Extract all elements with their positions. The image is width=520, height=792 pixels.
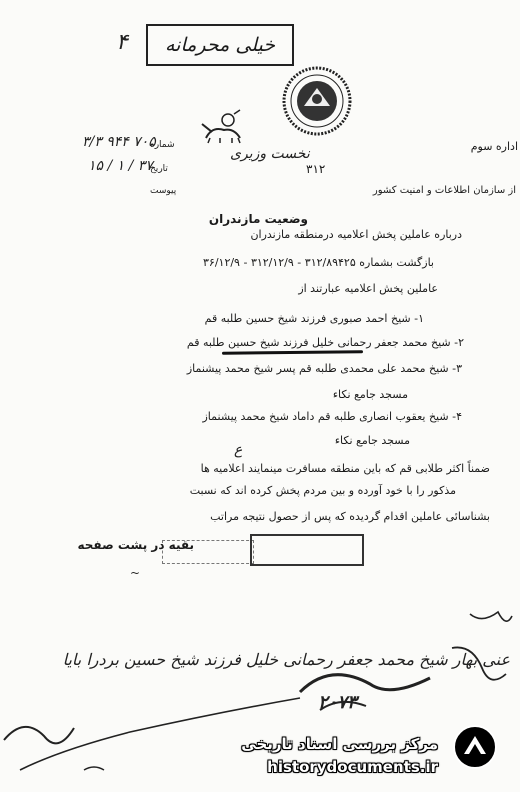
date-label: تاریخ (150, 164, 168, 174)
paragraph-line: بشناسائی عاملین اقدام گردیده که پس از حصول نتیجه مراتب (210, 510, 490, 523)
list-item: ۴- شیخ یعقوب انصاری طلبه قم داماد شیخ محمد پیشنماز (202, 410, 462, 423)
paragraph-line: مذکور را با خود آورده و بین مردم پخش کرده اند که نسبت (189, 484, 456, 497)
list-item: ۲- شیخ محمد جعفر رحمانی خلیل فرزند شیخ حسین طلبه قم (186, 336, 464, 349)
list-item: ۳- شیخ محمد علی محمدی طلبه قم پسر شیخ محمد پیشنماز (186, 362, 462, 375)
list-item: مسجد جامع نکاء (332, 388, 408, 401)
handwritten-number: ۲۰۷۳ (318, 692, 357, 713)
recipient-line: وضعیت مازندران (208, 212, 308, 226)
signature-mark: ~ (130, 566, 141, 580)
reference-line: بازگشت بشماره ۳۱۲/۸۹۴۲۵ - ۳۱۲/۱۲/۹ - ۳۶/۱۲/۹ (203, 256, 434, 269)
attachment-label: پیوست (150, 186, 177, 196)
handwritten-ministry: نخست وزیری (230, 146, 310, 162)
continued-note: بقیه در پشت صفحه (77, 538, 194, 552)
subject-line: درباره عاملین پخش اعلامیه درمنطقه مازندران (250, 228, 462, 241)
classification-stamp (146, 24, 294, 66)
number-value: ۳/۳ ۹۴۴ ۷۰۵ (82, 134, 156, 150)
intro-line: عاملین پخش اعلامیه عبارتند از (298, 282, 438, 295)
registration-stamp (250, 534, 364, 566)
margin-note: ع (234, 442, 243, 458)
page-number: ۴ (116, 30, 128, 55)
handwritten-scribbles (0, 600, 520, 792)
number-label: شماره (150, 140, 175, 150)
ministry-line: اداره سوم (470, 140, 518, 153)
watermark-title: مرکز بررسی اسناد تاریخی (241, 735, 438, 753)
list-item: ۱- شیخ احمد صبوری فرزند شیخ حسین طلبه قم (204, 312, 424, 325)
paragraph-line: ضمناً اکثر طلابی قم که باین منطقه مسافرت مینمایند اعلامیه ها (200, 462, 490, 475)
classification-stamp-text: خیلی محرمانه (164, 34, 275, 56)
date-value: ۱۵ / ۱ / ۳۷ (88, 158, 153, 174)
name-underline (222, 350, 363, 354)
archive-logo-icon (452, 724, 498, 770)
organization-line: از سازمان اطلاعات و امنیت کشور (372, 185, 516, 196)
round-seal (282, 66, 352, 136)
list-item: مسجد جامع نکاء (334, 434, 410, 447)
handwritten-note: عنی بهار شیخ محمد جعفر رحمانی خلیل فرزند شیخ حسین بردرا بایا (62, 650, 510, 669)
watermark-url: historydocuments.ir (267, 758, 438, 776)
lion-sun-emblem (198, 108, 248, 144)
office-code: ۳۱۲ (306, 162, 326, 176)
